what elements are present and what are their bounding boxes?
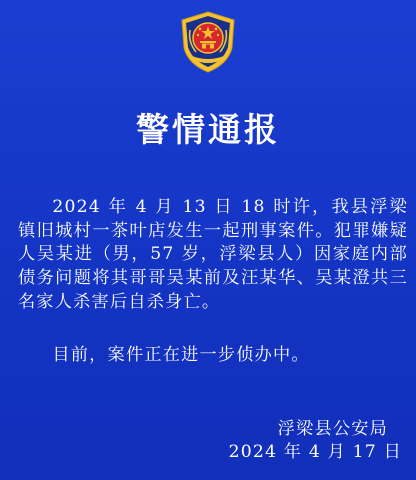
notice-paragraph-main: 2024 年 4 月 13 日 18 时许，我县浮梁镇旧城村一茶叶店发生一起刑事案件。犯罪嫌疑人吴某进（男，57 岁，浮梁县人）因家庭内部债务问题将其哥哥吴某前及汪某华、吴某澄共三名家人杀害后自杀身亡。 xyxy=(18,197,408,312)
issuing-authority: 浮梁县公安局 xyxy=(277,419,388,439)
notice-paragraph-status: 目前，案件正在进一步侦办中。 xyxy=(52,345,310,365)
notice-title: 警情通报 xyxy=(136,110,280,149)
issue-date: 2024 年 4 月 17 日 xyxy=(228,442,402,462)
police-emblem-icon xyxy=(176,10,240,74)
